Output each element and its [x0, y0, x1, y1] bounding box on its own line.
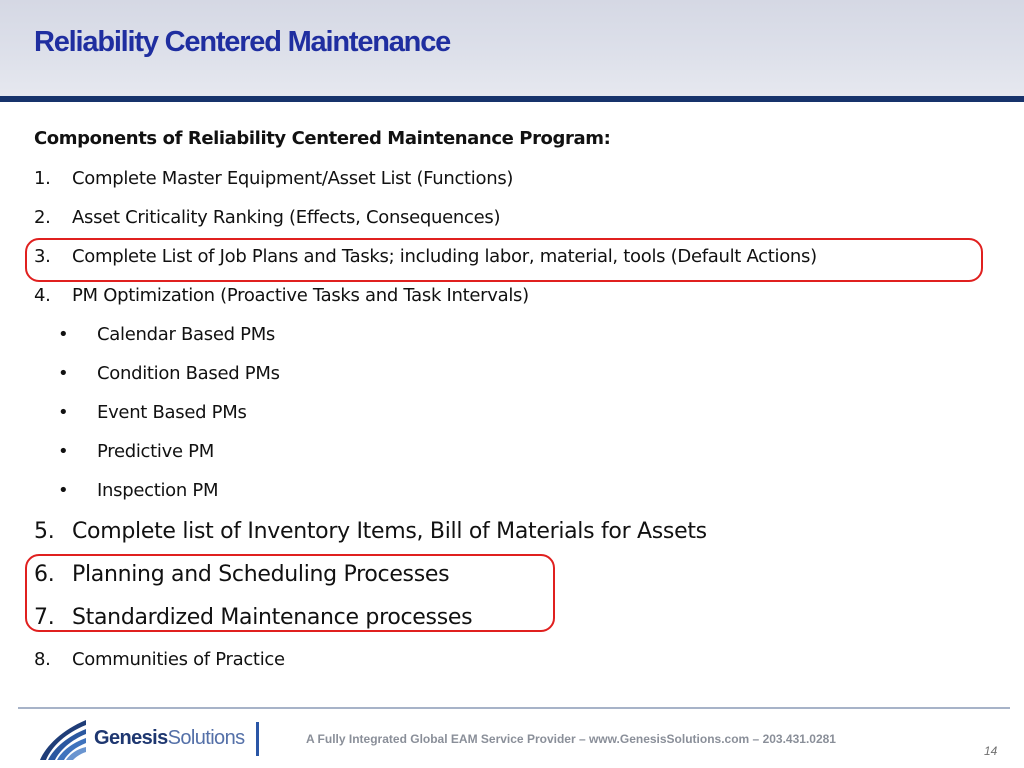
header-divider [0, 96, 1024, 102]
logo-word-genesis: Genesis [94, 727, 168, 749]
list-item-number: 6. [34, 562, 55, 587]
bullet-icon: • [58, 480, 69, 501]
footer-divider [18, 707, 1010, 709]
list-item-number: 8. [34, 649, 51, 670]
sub-list-item-text: Condition Based PMs [97, 363, 280, 384]
sub-list-item-text: Predictive PM [97, 441, 214, 462]
content-heading: Components of Reliability Centered Maintenance Program: [34, 128, 611, 149]
list-item-text: Complete list of Inventory Items, Bill of Materials for Assets [72, 519, 707, 544]
slide-title: Reliability Centered Maintenance [34, 26, 451, 58]
bullet-icon: • [58, 441, 69, 462]
sub-list-item-text: Calendar Based PMs [97, 324, 276, 345]
slide-header [0, 0, 1024, 96]
bullet-icon: • [58, 402, 69, 423]
list-item-text: PM Optimization (Proactive Tasks and Task Intervals) [72, 285, 529, 306]
list-item-number: 7. [34, 605, 55, 630]
list-item-number: 4. [34, 285, 51, 306]
sub-list-item-text: Event Based PMs [97, 402, 247, 423]
page-number: 14 [984, 744, 998, 758]
list-item-text: Complete List of Job Plans and Tasks; including labor, material, tools (Default Actions) [72, 246, 817, 267]
list-item-text: Asset Criticality Ranking (Effects, Consequences) [72, 207, 501, 228]
list-item-text: Communities of Practice [72, 649, 285, 670]
highlight-box-items-6-7 [25, 554, 555, 632]
highlight-box-item-3 [25, 238, 983, 282]
logo-word-solutions: Solutions [167, 727, 245, 749]
list-item-number: 1. [34, 168, 51, 189]
bullet-icon: • [58, 363, 69, 384]
list-item-number: 3. [34, 246, 51, 267]
bullet-icon: • [58, 324, 69, 345]
list-item-number: 5. [34, 519, 55, 544]
genesis-logo [36, 716, 256, 764]
logo-wordmark [94, 727, 245, 750]
list-item-text: Standardized Maintenance processes [72, 605, 473, 630]
list-item-text: Complete Master Equipment/Asset List (Functions) [72, 168, 514, 189]
genesis-logo-icon [36, 716, 88, 764]
footer-tagline: A Fully Integrated Global EAM Service Provider – www.GenesisSolutions.com – 203.431.0281 [306, 732, 836, 746]
logo-separator [256, 722, 259, 756]
list-item-number: 2. [34, 207, 51, 228]
list-item-text: Planning and Scheduling Processes [72, 562, 450, 587]
sub-list-item-text: Inspection PM [97, 480, 219, 501]
